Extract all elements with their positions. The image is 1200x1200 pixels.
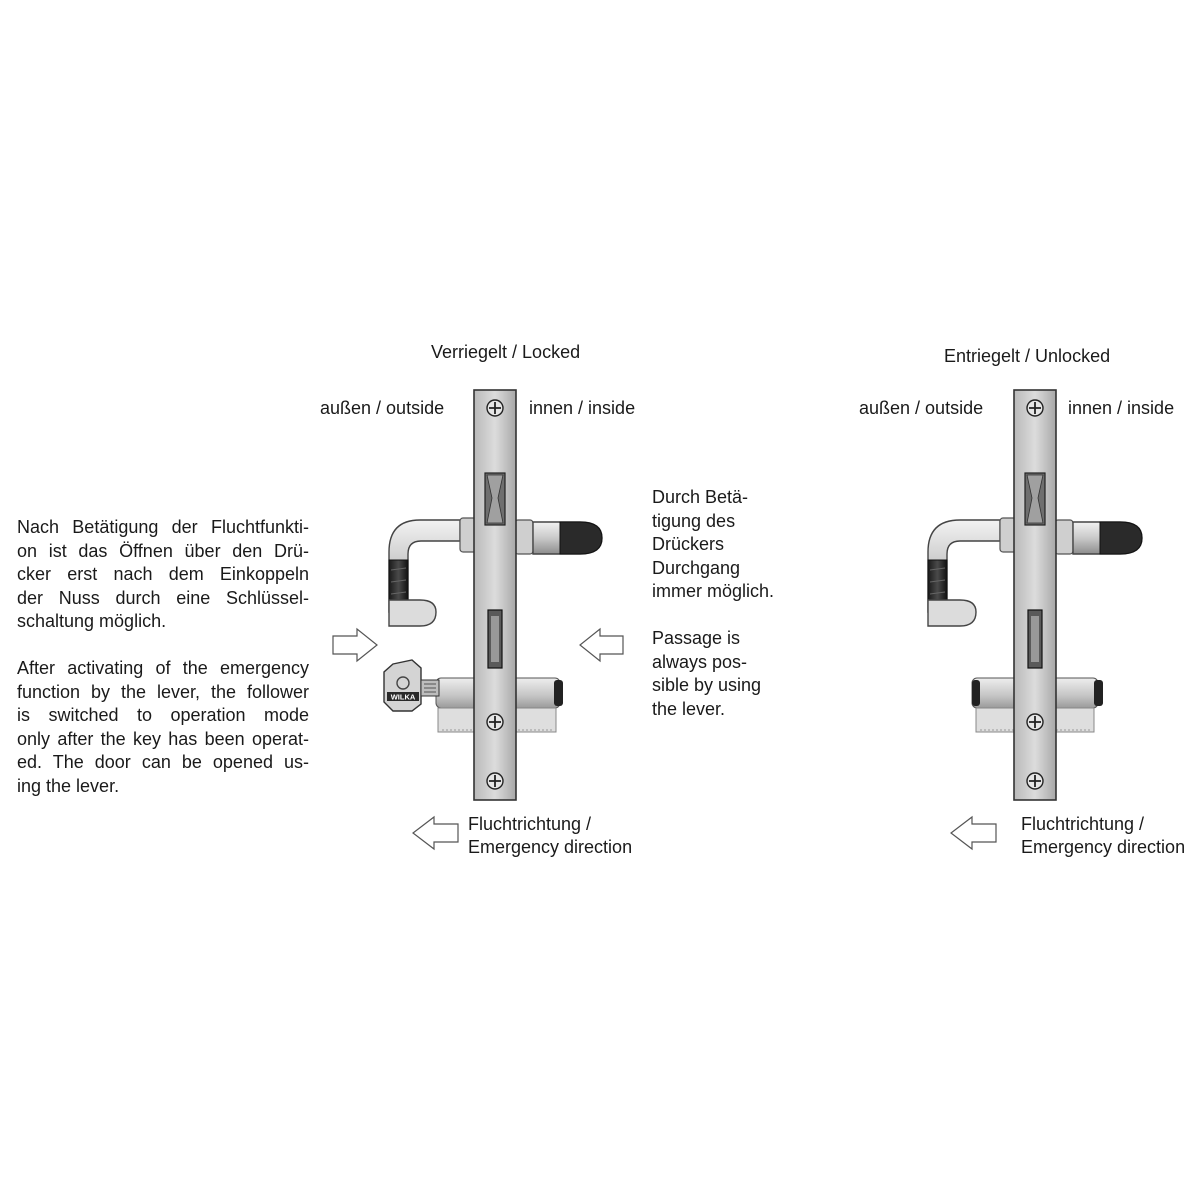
arrow-left-icon: [580, 629, 623, 661]
unlocked-title: Entriegelt / Unlocked: [944, 346, 1111, 366]
text-line: cker erst nach dem Einkoppeln: [17, 564, 309, 584]
unlocked-figure: [928, 390, 1145, 849]
text-line: the lever.: [652, 698, 726, 719]
text-line: schaltung möglich.: [17, 611, 167, 631]
text-line: Nach Betätigung der Fluchtfunkti-: [17, 517, 309, 537]
locked-figure: [333, 390, 623, 849]
screw-icon: [1027, 400, 1043, 416]
left-german-paragraph: [17, 516, 309, 634]
locked-outside-label: außen / outside: [320, 398, 445, 418]
locked-direction-line2: Emergency direction: [468, 837, 633, 857]
screw-icon: [1027, 773, 1043, 789]
key-icon: [384, 660, 439, 711]
text-line: sible by using: [652, 675, 762, 695]
unlocked-outside-label: außen / outside: [859, 398, 984, 418]
screw-icon: [1027, 714, 1043, 730]
emergency-direction-arrow-icon: [413, 817, 458, 849]
text-line: Passage is: [652, 628, 741, 648]
text-line: tigung des: [652, 510, 736, 531]
screw-icon: [487, 714, 503, 730]
left-english-paragraph: [17, 657, 309, 798]
unlocked-direction-line1: Fluchtrichtung /: [1021, 814, 1145, 834]
text-line: is switched to operation mode: [17, 705, 309, 725]
locked-title: Verriegelt / Locked: [431, 342, 581, 362]
unlocked-direction-line2: Emergency direction: [1021, 837, 1186, 857]
right-english-paragraph: [652, 627, 761, 721]
text-line: ed. The door can be opened us-: [17, 752, 309, 772]
text-line: After activating of the emergency: [17, 658, 309, 678]
key-brand-label: WILKA: [390, 692, 416, 702]
emergency-direction-arrow-icon: [951, 817, 996, 849]
text-line: der Nuss durch eine Schlüssel-: [17, 587, 309, 608]
text-line: ing the lever.: [17, 775, 120, 796]
arrow-right-icon: [333, 629, 377, 661]
text-line: Drückers: [652, 534, 725, 554]
right-german-paragraph: [652, 486, 774, 604]
text-line: Durch Betä-: [652, 487, 749, 507]
screw-icon: [487, 773, 503, 789]
unlocked-faceplate: [1014, 390, 1056, 800]
screw-icon: [487, 400, 503, 416]
locked-direction-line1: Fluchtrichtung /: [468, 814, 592, 834]
text-line: always pos-: [652, 651, 748, 672]
unlocked-inside-label: innen / inside: [1068, 398, 1175, 418]
text-line: Durchgang: [652, 557, 741, 578]
text-line: on ist das Öffnen über den Drü-: [17, 540, 309, 561]
locked-faceplate: [474, 390, 516, 800]
text-line: immer möglich.: [652, 581, 775, 601]
locked-inside-label: innen / inside: [529, 398, 636, 418]
text-line: function by the lever, the follower: [17, 681, 309, 702]
text-line: only after the key has been operat-: [17, 728, 309, 749]
